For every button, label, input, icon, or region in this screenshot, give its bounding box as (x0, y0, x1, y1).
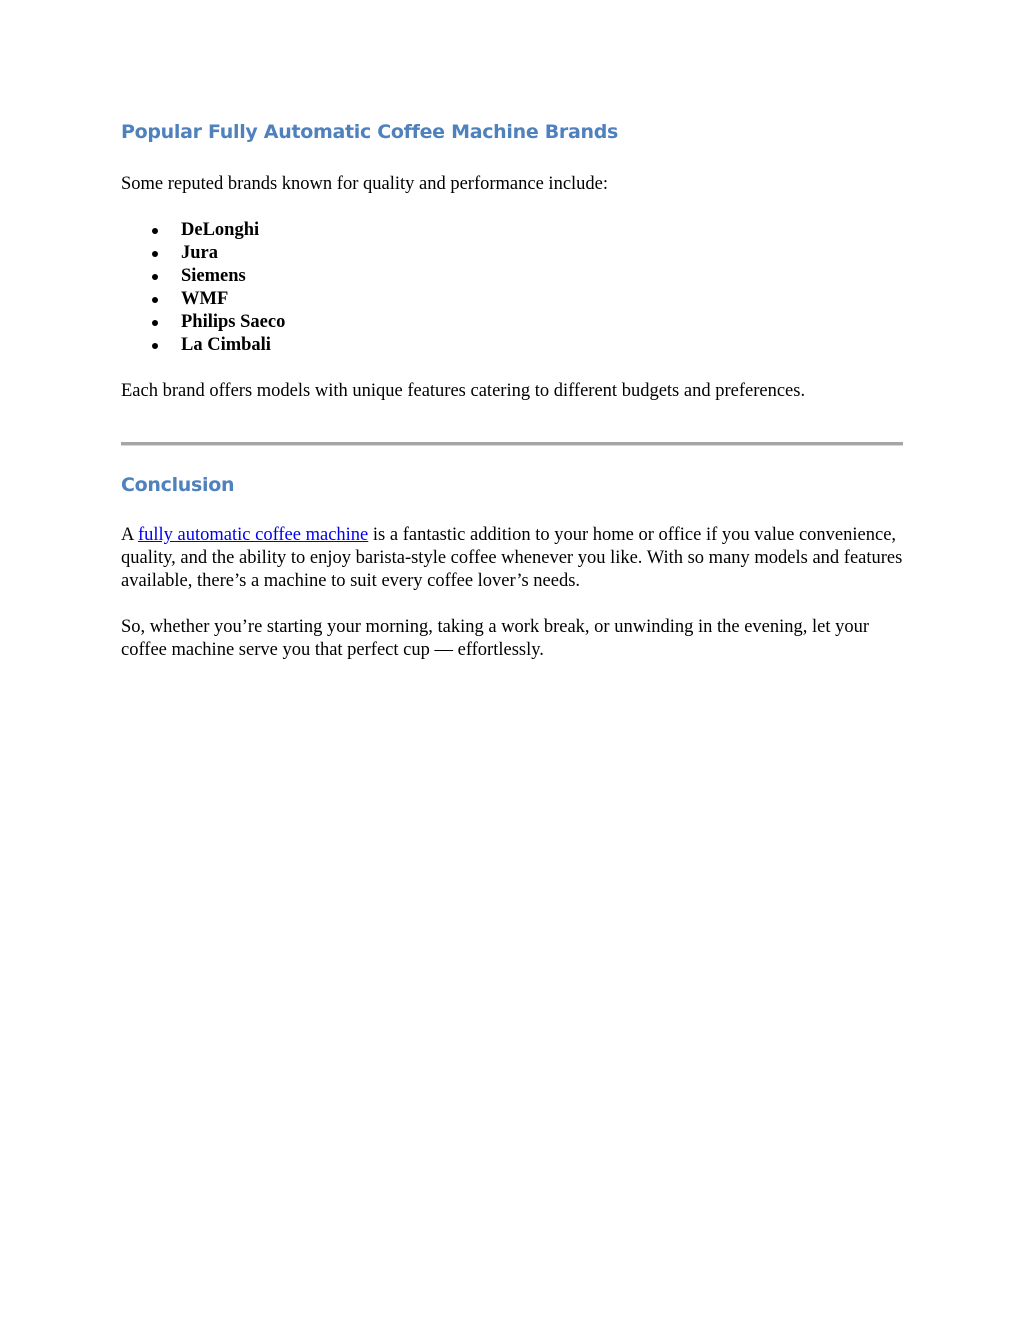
conclusion-paragraph-2: So, whether you’re starting your morning, taking a work break, or unwinding in the evening, let your coffee machine serve you that perfect cup — effortlessly. (121, 617, 870, 660)
horizontal-rule (121, 442, 903, 446)
brand-name: WMF (181, 289, 229, 309)
conclusion-paragraph-1 (121, 524, 903, 593)
paragraph-prefix: A (121, 525, 138, 545)
brands-list (121, 219, 903, 357)
list-item (121, 242, 903, 265)
bullet-icon (152, 320, 158, 326)
brands-heading: Popular Fully Automatic Coffee Machine Brands (121, 121, 619, 143)
brand-name: Jura (181, 243, 218, 263)
conclusion-heading: Conclusion (121, 474, 235, 496)
brands-intro: Some reputed brands known for quality and performance include: (121, 174, 609, 194)
coffee-machine-link[interactable]: fully automatic coffee machine (137, 525, 369, 545)
bullet-icon (152, 343, 158, 349)
bullet-icon (152, 251, 158, 257)
bullet-icon (152, 274, 158, 280)
brand-name: Siemens (181, 266, 246, 286)
brand-name: Philips Saeco (181, 312, 286, 332)
brands-closing: Each brand offers models with unique features catering to different budgets and preferences. (121, 381, 806, 401)
bullet-icon (152, 228, 158, 234)
document-content (121, 118, 903, 662)
list-item (121, 311, 903, 334)
brand-name: La Cimbali (181, 335, 271, 355)
brand-name: DeLonghi (181, 220, 260, 240)
list-item (121, 288, 903, 311)
list-item (121, 334, 903, 357)
list-item (121, 219, 903, 242)
bullet-icon (152, 297, 158, 303)
list-item (121, 265, 903, 288)
paragraph-suffix: is a fantastic addition to your home or office if you value convenience, quality, and the ability to enjoy barista-style coffee whenever you like. With so many models and features available, there’s a machine to suit every coffee lover’s needs. (121, 525, 903, 591)
